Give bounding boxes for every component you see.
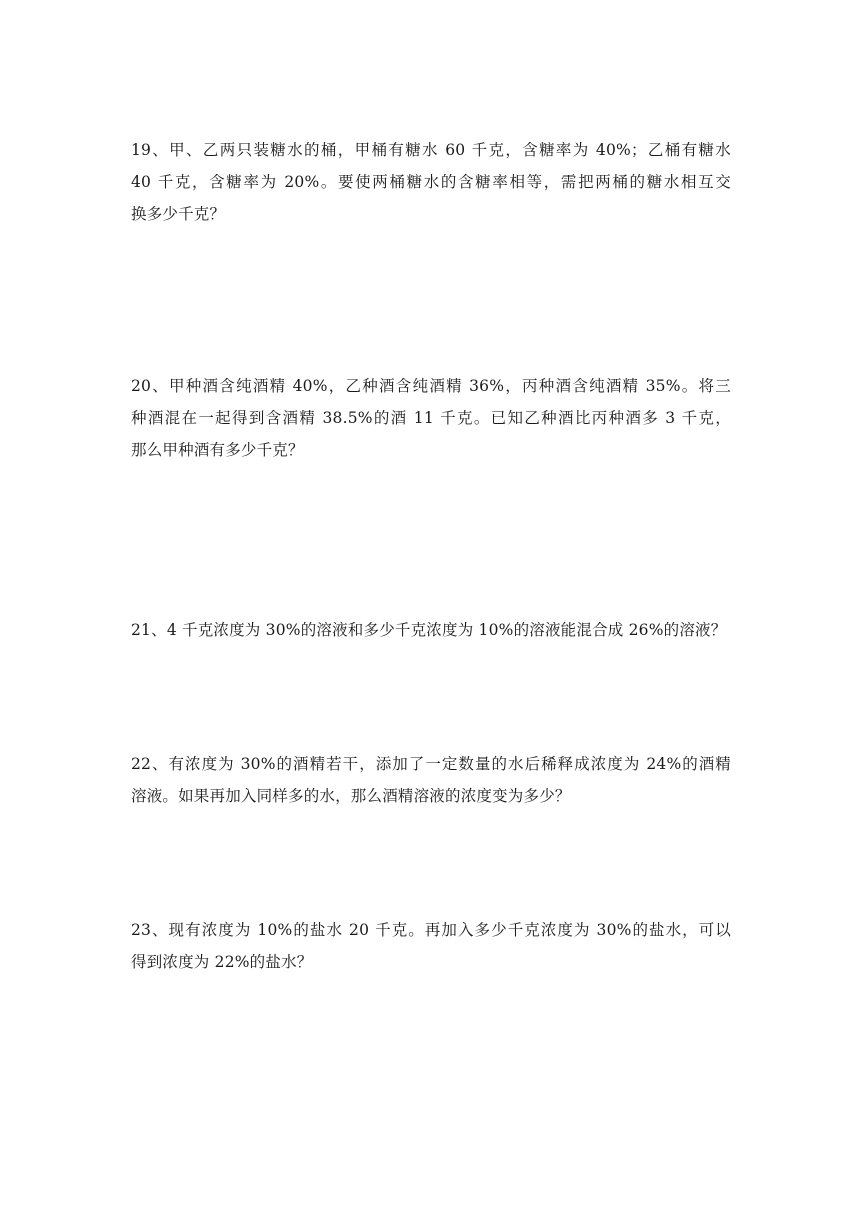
problem-19-line-3: 换多少千克？ — [131, 205, 226, 223]
problem-22-line-2: 溶液。如果再加入同样多的水，那么酒精溶液的浓度变为多少？ — [131, 787, 571, 805]
problem-23 — [131, 914, 731, 978]
problem-20-line-2: 种酒混在一起得到含酒精 38.5%的酒 11 千克。已知乙种酒比丙种酒多 3 千克， — [131, 409, 731, 427]
problem-21 — [131, 614, 731, 646]
problem-22 — [131, 748, 731, 812]
problem-20-line-1: 20、甲种酒含纯酒精 40%，乙种酒含纯酒精 36%，丙种酒含纯酒精 35%。将三 — [131, 377, 731, 395]
problem-22-line-1: 22、有浓度为 30%的酒精若干，添加了一定数量的水后稀释成浓度为 24%的酒精 — [131, 755, 731, 773]
problem-20-line-3: 那么甲种酒有多少千克？ — [131, 441, 304, 459]
problem-23-line-1: 23、现有浓度为 10%的盐水 20 千克。再加入多少千克浓度为 30%的盐水，可以 — [131, 921, 731, 939]
problem-23-line-2: 得到浓度为 22%的盐水？ — [131, 953, 313, 971]
problem-21-line-1: 21、4 千克浓度为 30%的溶液和多少千克浓度为 10%的溶液能混合成 26%的溶液？ — [131, 621, 727, 639]
problem-19 — [131, 134, 731, 230]
problem-19-line-1: 19、甲、乙两只装糖水的桶，甲桶有糖水 60 千克，含糖率为 40%；乙桶有糖水 — [131, 141, 731, 159]
problem-20 — [131, 370, 731, 466]
problem-19-line-2: 40 千克，含糖率为 20%。要使两桶糖水的含糖率相等，需把两桶的糖水相互交 — [131, 173, 731, 191]
